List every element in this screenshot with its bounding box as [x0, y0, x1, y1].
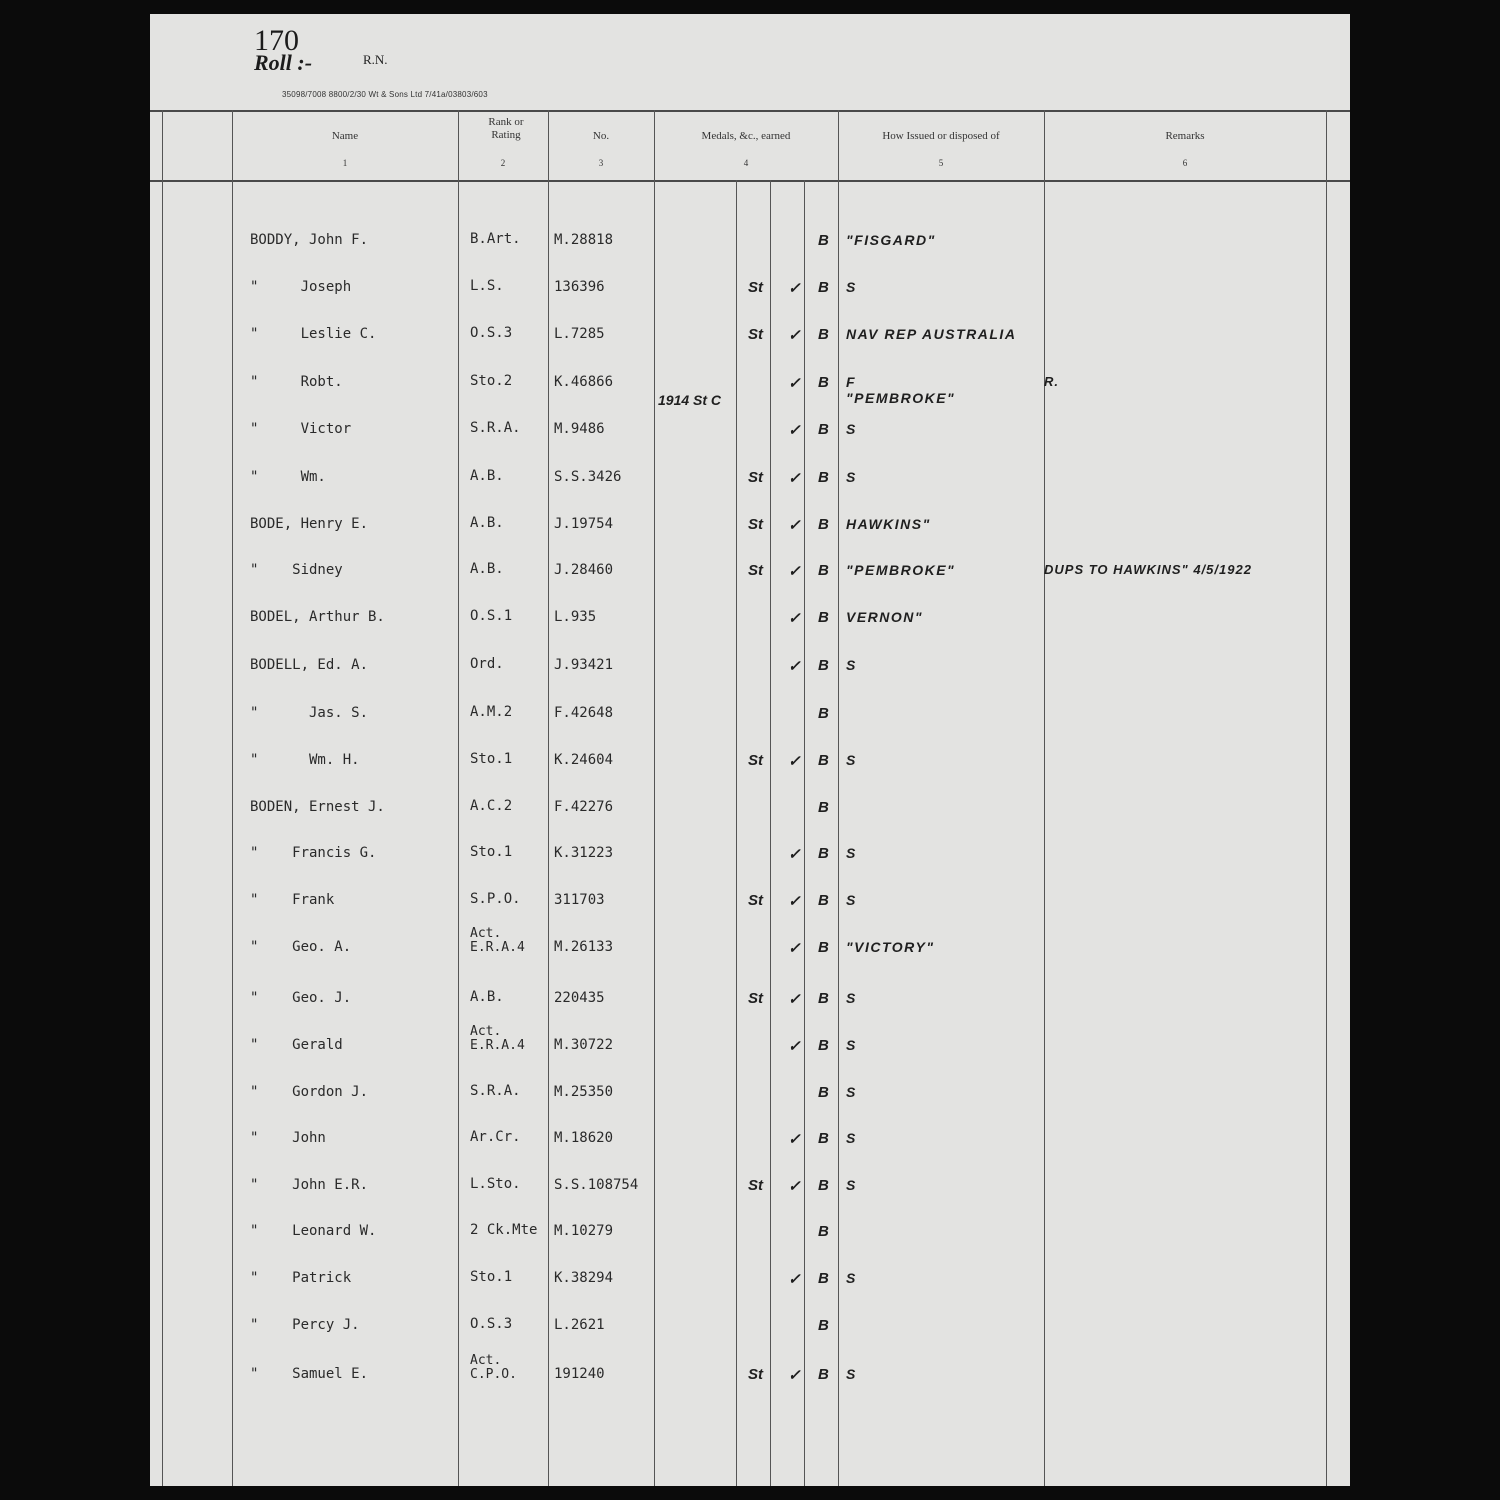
table-row [150, 469, 1350, 499]
medal-star-mark: St [748, 892, 763, 909]
medal-war-tick: ✓ [788, 610, 801, 627]
table-row [150, 1024, 1350, 1067]
table-row [150, 421, 1350, 451]
how-issued: S [846, 1130, 857, 1146]
table-row [150, 232, 1350, 262]
medal-bronze-mark: B [818, 990, 829, 1007]
entry-number: M.25350 [554, 1084, 614, 1100]
entry-name: " Leslie C. [250, 326, 377, 342]
medal-bronze-mark: B [818, 799, 829, 816]
entry-rank: Sto.1 [470, 751, 513, 767]
entry-number: F.42648 [554, 705, 614, 721]
entry-rank: L.Sto. [470, 1176, 521, 1192]
entry-number: S.S.108754 [554, 1177, 639, 1193]
column-header-name: Name [331, 130, 359, 142]
entry-rank: Act. E.R.A.4 [470, 926, 525, 955]
column-header-medals: Medals, &c., earned [701, 130, 791, 142]
medal-war-tick: ✓ [788, 1178, 801, 1195]
entry-number: S.S.3426 [554, 469, 622, 485]
entry-name: BODEL, Arthur B. [250, 609, 385, 625]
medal-war-tick: ✓ [788, 846, 801, 863]
header-rule-top [150, 110, 1350, 112]
table-row [150, 326, 1350, 356]
entry-name: " Victor [250, 421, 352, 437]
column-header-rank: Rank or Rating [488, 116, 524, 141]
entry-name: " Samuel E. [250, 1366, 369, 1382]
medal-star-mark: St [748, 1366, 763, 1383]
medal-war-tick: ✓ [788, 422, 801, 439]
entry-rank: A.B. [470, 468, 504, 484]
roll-sheet [150, 14, 1350, 1486]
how-issued: S [846, 752, 857, 768]
roll-label: Roll :- [254, 50, 313, 75]
medal-war-tick: ✓ [788, 375, 801, 392]
medal-war-tick: ✓ [788, 893, 801, 910]
how-issued: "FISGARD" [846, 232, 936, 248]
entry-name: " Geo. J. [250, 990, 352, 1006]
column-header-remarks: Remarks [1165, 130, 1205, 142]
table-row [150, 845, 1350, 875]
table-row [150, 609, 1350, 639]
entry-rank: S.P.O. [470, 891, 521, 907]
medal-bronze-mark: B [818, 657, 829, 674]
entry-number: M.9486 [554, 421, 605, 437]
entry-rank: Ar.Cr. [470, 1129, 521, 1145]
table-row [150, 1084, 1350, 1114]
medal-bronze-mark: B [818, 279, 829, 296]
medal-bronze-mark: B [818, 1366, 829, 1383]
entry-rank: L.S. [470, 278, 504, 294]
entry-number: K.38294 [554, 1270, 614, 1286]
column-number-how-issued: 5 [938, 158, 944, 168]
entry-number: J.28460 [554, 562, 614, 578]
table-row [150, 1353, 1350, 1396]
medal-bronze-mark: B [818, 845, 829, 862]
how-issued: VERNON" [846, 609, 924, 625]
entry-number: L.2621 [554, 1317, 605, 1333]
medal-bronze-mark: B [818, 562, 829, 579]
medal-star-mark: St [748, 990, 763, 1007]
how-issued: S [846, 845, 857, 861]
table-row [150, 1177, 1350, 1207]
entry-name: " Gerald [250, 1037, 343, 1053]
medal-bronze-mark: B [818, 1084, 829, 1101]
entry-name: " Joseph [250, 279, 352, 295]
entry-number: K.31223 [554, 845, 614, 861]
entry-rank: Act. E.R.A.4 [470, 1024, 525, 1053]
table-row [150, 1223, 1350, 1253]
entry-rank: A.M.2 [470, 704, 513, 720]
medal-star-mark: St [748, 326, 763, 343]
medal-star-mark: St [748, 469, 763, 486]
how-issued: S [846, 279, 857, 295]
entry-number: M.28818 [554, 232, 614, 248]
entry-number: 136396 [554, 279, 605, 295]
how-issued: F [846, 374, 857, 390]
medal-bronze-mark: B [818, 374, 829, 391]
medal-war-tick: ✓ [788, 658, 801, 675]
table-row [150, 752, 1350, 782]
table-row [150, 705, 1350, 735]
entry-name: BODEN, Ernest J. [250, 799, 385, 815]
entry-name: " Wm. [250, 469, 326, 485]
medal-bronze-mark: B [818, 469, 829, 486]
entry-name: " Geo. A. [250, 939, 352, 955]
medal-war-tick: ✓ [788, 753, 801, 770]
entry-number: M.18620 [554, 1130, 614, 1146]
medal-war-tick: ✓ [788, 991, 801, 1008]
medal-bronze-mark: B [818, 1130, 829, 1147]
column-header-how-issued: How Issued or disposed of [882, 130, 1000, 142]
medal-war-tick: ✓ [788, 470, 801, 487]
entry-rank: Act. C.P.O. [470, 1353, 517, 1382]
table-row [150, 516, 1350, 546]
entry-rank: S.R.A. [470, 1083, 521, 1099]
table-row [150, 1270, 1350, 1300]
entry-number: J.19754 [554, 516, 614, 532]
medal-bronze-mark: B [818, 892, 829, 909]
medal-bronze-mark: B [818, 326, 829, 343]
column-number-name: 1 [342, 158, 348, 168]
pembroke-note: "PEMBROKE" [846, 390, 956, 406]
entry-rank: Sto.2 [470, 373, 513, 389]
how-issued: S [846, 421, 857, 437]
entry-number: K.46866 [554, 374, 614, 390]
entry-rank: O.S.3 [470, 1316, 513, 1332]
how-issued: HAWKINS" [846, 516, 931, 532]
medal-bronze-mark: B [818, 232, 829, 249]
entry-number: L.7285 [554, 326, 605, 342]
medal-star-mark: St [748, 1177, 763, 1194]
entry-rank: Sto.1 [470, 1269, 513, 1285]
entry-remarks: DUPS TO HAWKINS" 4/5/1922 [1044, 562, 1252, 577]
star-1914-annotation: 1914 St C [658, 392, 722, 408]
column-header-no: No. [592, 130, 610, 142]
entry-remarks: R. [1044, 374, 1059, 389]
entry-name: " Jas. S. [250, 705, 369, 721]
entry-number: 191240 [554, 1366, 605, 1382]
medal-war-tick: ✓ [788, 280, 801, 297]
table-row [150, 1130, 1350, 1160]
medal-war-tick: ✓ [788, 1271, 801, 1288]
medal-bronze-mark: B [818, 1037, 829, 1054]
how-issued: S [846, 1177, 857, 1193]
medal-war-tick: ✓ [788, 1367, 801, 1384]
medal-star-mark: St [748, 752, 763, 769]
entry-name: " Gordon J. [250, 1084, 369, 1100]
column-number-rank: 2 [500, 158, 506, 168]
medal-bronze-mark: B [818, 516, 829, 533]
how-issued: "PEMBROKE" [846, 562, 956, 578]
medal-war-tick: ✓ [788, 1131, 801, 1148]
entry-name: " Percy J. [250, 1317, 360, 1333]
table-row [150, 799, 1350, 829]
table-row [150, 926, 1350, 969]
medal-star-mark: St [748, 279, 763, 296]
medal-bronze-mark: B [818, 939, 829, 956]
entry-number: J.93421 [554, 657, 614, 673]
medal-bronze-mark: B [818, 609, 829, 626]
medal-bronze-mark: B [818, 1317, 829, 1334]
entry-number: K.24604 [554, 752, 614, 768]
medal-bronze-mark: B [818, 705, 829, 722]
how-issued: S [846, 469, 857, 485]
medal-bronze-mark: B [818, 752, 829, 769]
entry-rank: Sto.1 [470, 844, 513, 860]
header-rule-bottom [150, 180, 1350, 182]
entry-name: " Wm. H. [250, 752, 360, 768]
how-issued: S [846, 1366, 857, 1382]
table-row [150, 657, 1350, 687]
entry-rank: B.Art. [470, 231, 521, 247]
table-row [150, 892, 1350, 922]
entry-name: " Sidney [250, 562, 343, 578]
entry-number: F.42276 [554, 799, 614, 815]
table-row [150, 562, 1350, 592]
service-label: R.N. [363, 52, 388, 67]
entry-name: " John [250, 1130, 326, 1146]
entry-rank: Ord. [470, 656, 504, 672]
medal-war-tick: ✓ [788, 1038, 801, 1055]
column-number-remarks: 6 [1182, 158, 1188, 168]
entry-name: " Frank [250, 892, 335, 908]
entry-number: L.935 [554, 609, 597, 625]
entry-name: BODDY, John F. [250, 232, 369, 248]
table-row [150, 374, 1350, 404]
medal-star-mark: St [748, 562, 763, 579]
how-issued: "VICTORY" [846, 939, 935, 955]
table-row [150, 1317, 1350, 1347]
entry-name: " Leonard W. [250, 1223, 377, 1239]
table-row [150, 279, 1350, 309]
how-issued: S [846, 1270, 857, 1286]
medal-war-tick: ✓ [788, 563, 801, 580]
entry-name: BODELL, Ed. A. [250, 657, 369, 673]
entry-number: M.26133 [554, 939, 614, 955]
how-issued: S [846, 990, 857, 1006]
how-issued: S [846, 892, 857, 908]
how-issued: NAV REP AUSTRALIA [846, 326, 1017, 342]
entry-rank: A.C.2 [470, 798, 513, 814]
entry-number: 220435 [554, 990, 605, 1006]
entry-rank: 2 Ck.Mte [470, 1222, 538, 1238]
table-row [150, 990, 1350, 1020]
entry-rank: A.B. [470, 515, 504, 531]
entry-name: " Patrick [250, 1270, 352, 1286]
entry-name: BODE, Henry E. [250, 516, 369, 532]
column-number-medals: 4 [743, 158, 749, 168]
medal-star-mark: St [748, 516, 763, 533]
entry-rank: A.B. [470, 989, 504, 1005]
entry-rank: O.S.3 [470, 325, 513, 341]
medal-war-tick: ✓ [788, 327, 801, 344]
medal-bronze-mark: B [818, 1177, 829, 1194]
entry-rank: A.B. [470, 561, 504, 577]
how-issued: S [846, 657, 857, 673]
entry-name: " Francis G. [250, 845, 377, 861]
medal-bronze-mark: B [818, 1270, 829, 1287]
entry-number: 311703 [554, 892, 605, 908]
entry-number: M.10279 [554, 1223, 614, 1239]
medal-bronze-mark: B [818, 421, 829, 438]
medal-bronze-mark: B [818, 1223, 829, 1240]
column-number-no: 3 [598, 158, 604, 168]
how-issued: S [846, 1037, 857, 1053]
entry-rank: O.S.1 [470, 608, 513, 624]
how-issued: S [846, 1084, 857, 1100]
entry-name: " John E.R. [250, 1177, 369, 1193]
entry-number: M.30722 [554, 1037, 614, 1053]
entry-rank: S.R.A. [470, 420, 521, 436]
page-number: 170 [254, 24, 299, 57]
entry-name: " Robt. [250, 374, 343, 390]
medal-war-tick: ✓ [788, 940, 801, 957]
print-code: 35098/7008 8800/2/30 Wt & Sons Ltd 7/41a/03803/603 [282, 90, 488, 99]
medal-war-tick: ✓ [788, 517, 801, 534]
